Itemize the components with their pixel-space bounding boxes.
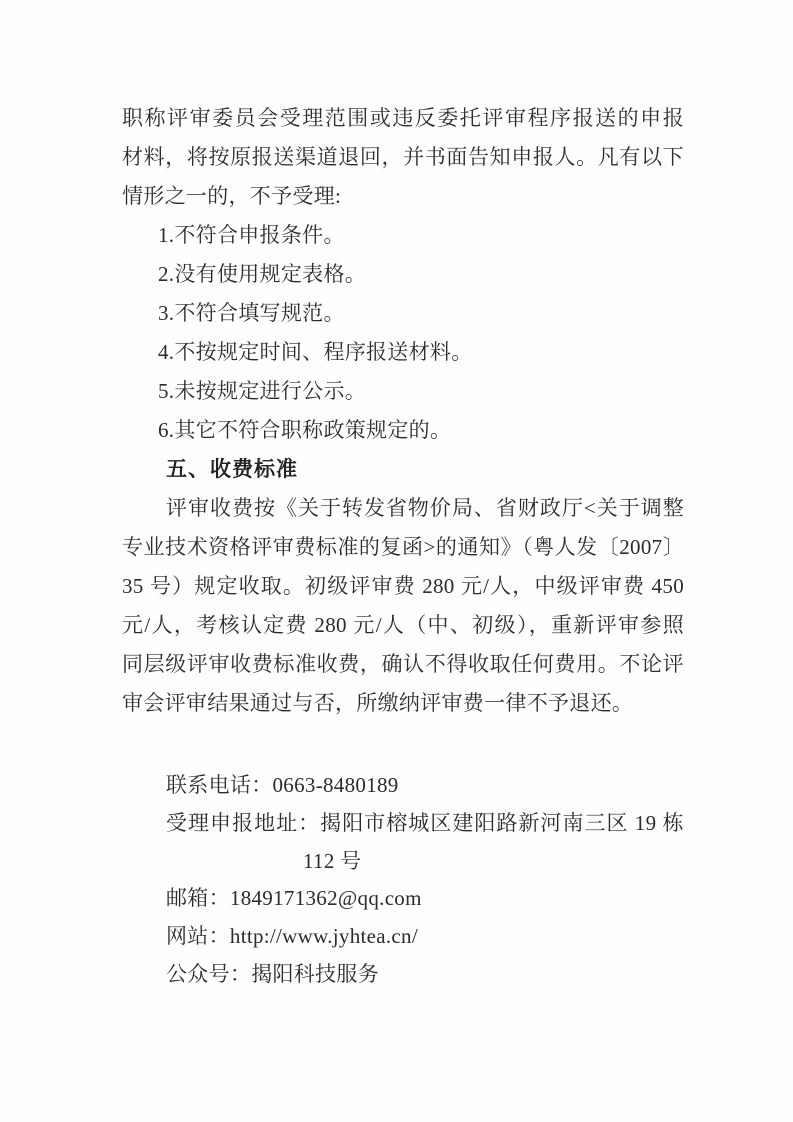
intro-paragraph [122,99,684,216]
text-line: 同层级评审收费标准收费，确认不得收取任何费用。不论评 [122,652,684,676]
list-item: 1.不符合申报条件。 [158,223,345,247]
contact-address: 受理申报地址：揭阳市榕城区建阳路新河南三区 19 栋 [166,810,684,835]
section-heading-fees: 五、收费标准 [166,458,298,481]
text-line: 情形之一的，不予受理: [122,184,342,208]
list-item: 5.未按规定进行公示。 [158,379,367,403]
contact-address-continuation: 112 号 [303,848,362,873]
text-line: 审会评审结果通过与否，所缴纳评审费一律不予退还。 [122,691,634,715]
text-line: 元/人，考核认定费 280 元/人（中、初级），重新评审参照 [122,613,684,637]
text-line: 材料，将按原报送渠道退回，并书面告知申报人。凡有以下 [122,145,684,169]
contact-phone: 联系电话：0663-8480189 [166,773,399,797]
text-line: 35 号）规定收取。初级评审费 280 元/人，中级评审费 450 [122,574,684,598]
list-item: 4.不按规定时间、程序报送材料。 [158,340,473,364]
fees-paragraph [122,489,684,723]
list-item: 3.不符合填写规范。 [158,301,345,325]
text-line: 专业技术资格评审费标准的复函>的通知》（粤人发〔2007〕 [122,535,684,559]
contact-email: 邮箱：1849171362@qq.com [166,886,422,911]
contact-website: 网站：http://www.jyhtea.cn/ [166,924,418,949]
rejection-list [122,216,684,450]
contact-info [122,767,684,994]
text-line: 评审收费按《关于转发省物价局、省财政厅<关于调整 [166,496,684,520]
list-item: 2.没有使用规定表格。 [158,262,367,286]
contact-wechat: 公众号：揭阳科技服务 [166,961,379,986]
page-content [122,99,684,994]
list-item: 6.其它不符合职称政策规定的。 [158,418,452,442]
text-line: 职称评审委员会受理范围或违反委托评审程序报送的申报 [122,106,684,130]
